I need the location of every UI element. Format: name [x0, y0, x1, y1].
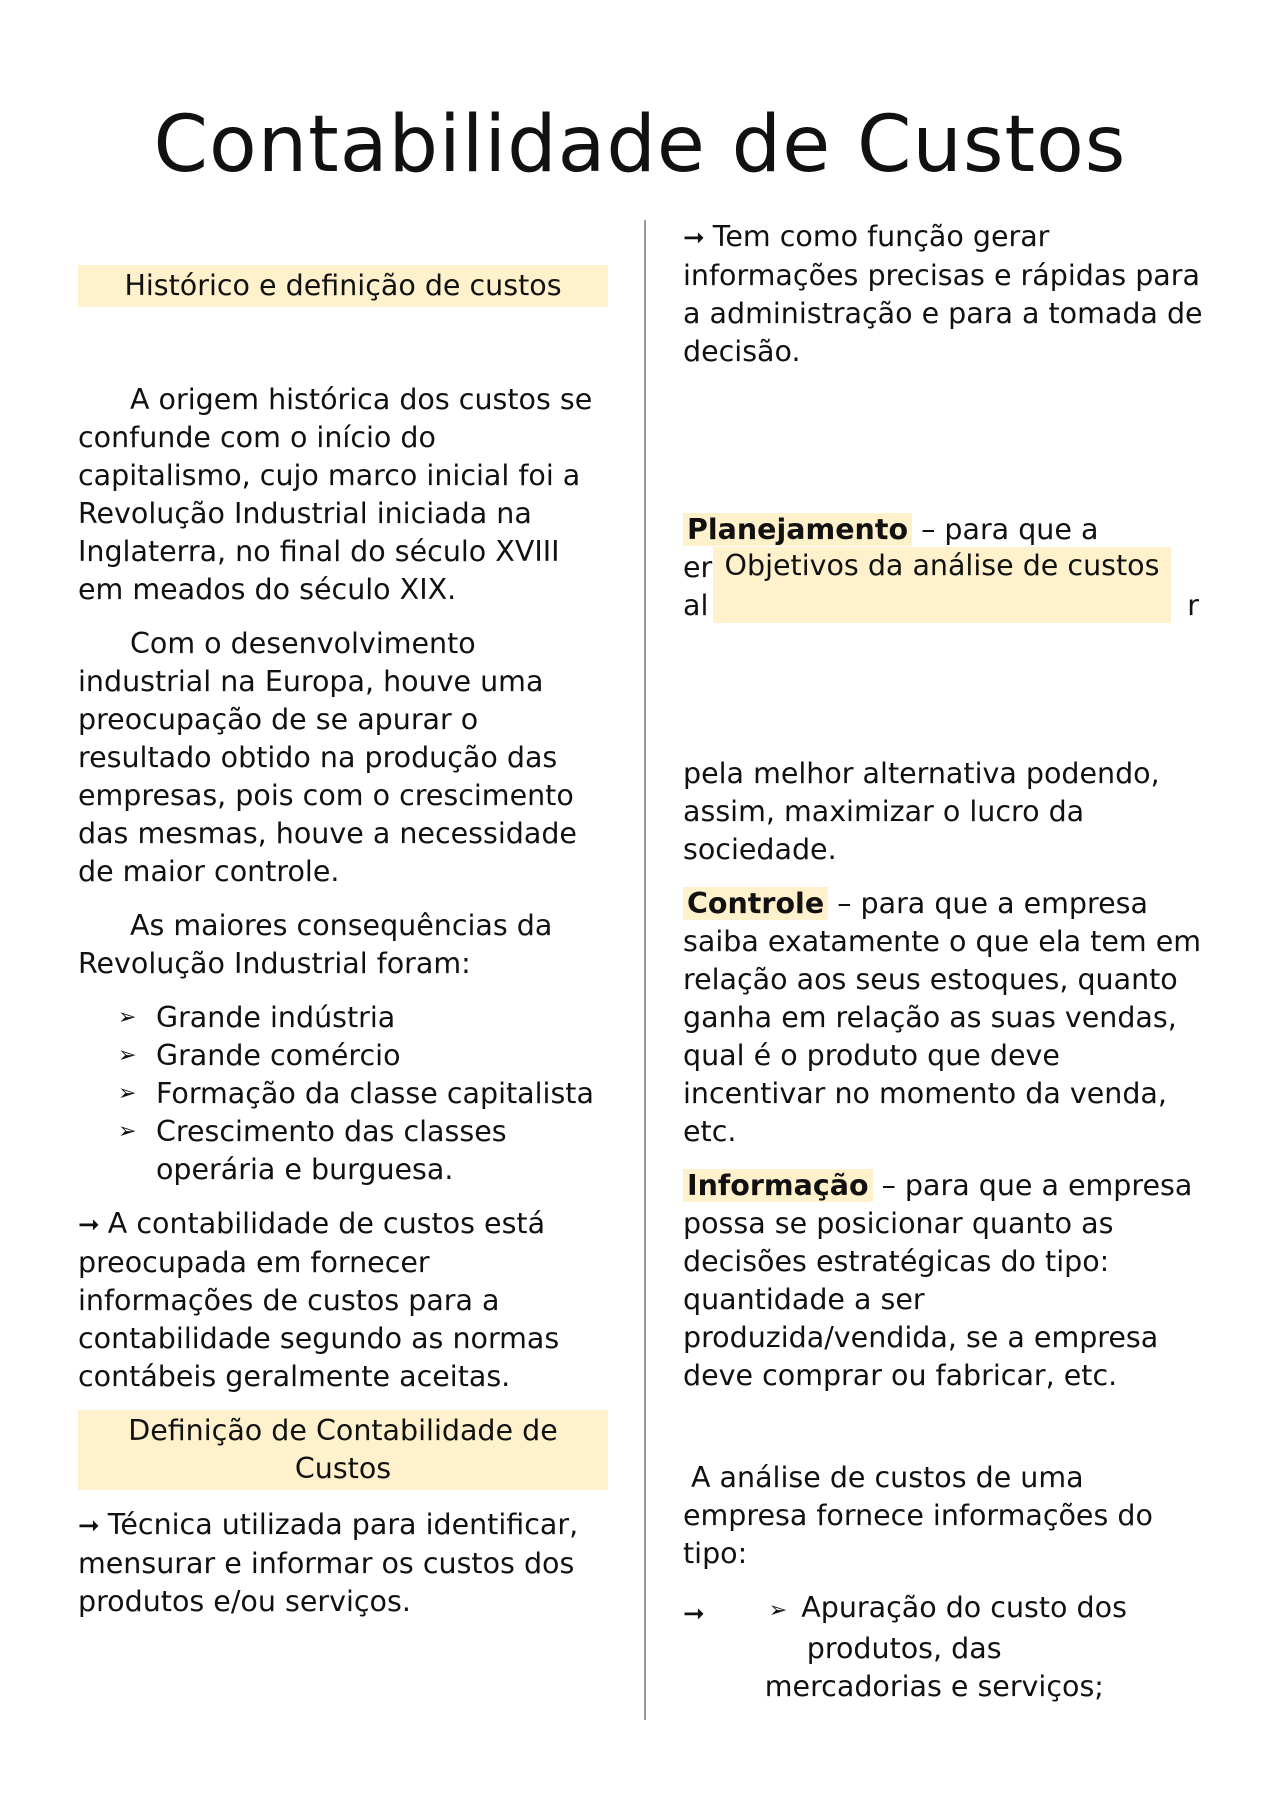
arrowhead-bullet-icon: ➢ [118, 1081, 137, 1106]
paragraph-consequencias: As maiores consequências da Revolução Industrial foram: [78, 909, 553, 980]
paragraph-contabilidade: ➞ A contabilidade de custos está preocupada em fornecer informações de custos para a contabilidade segundo as normas contábeis geralmente aceitas. [78, 1207, 560, 1393]
list-item: ➢ Grande comércio [118, 1037, 608, 1075]
section-heading-objetivos: Objetivos da análise de custos [713, 547, 1171, 623]
arrowhead-bullet-icon: ➢ [768, 1598, 788, 1623]
obscured-line-1: er [683, 551, 713, 584]
paragraph-analise: A análise de custos de uma empresa fornece informações do tipo: [683, 1461, 1153, 1570]
page-title: Contabilidade de Custos [153, 100, 1127, 190]
paragraph-origem: A origem histórica dos custos se confunde com o início do capitalismo, cujo marco inicial foi a Revolução Industrial iniciada na Inglaterra, no final do século XVIII em meados do século XIX. [78, 383, 593, 606]
arrowhead-bullet-icon: ➢ [118, 1043, 137, 1068]
paragraph-informacao: Informação – para que a empresa possa se posicionar quanto as decisões estratégicas do tipo: quantidade a ser produzida/vendida, se a empresa deve comprar ou fabricar, etc. [683, 1169, 1193, 1392]
obscured-line-2: al r [683, 589, 1199, 622]
right-arrow-icon: ➞ [683, 223, 705, 253]
arrowhead-bullet-icon: ➢ [118, 1005, 137, 1030]
paragraph-desenvolvimento: Com o desenvolvimento industrial na Europa, houve uma preocupação de se apurar o resultado obtido na produção das empresas, pois com o crescimento das mesmas, houve a necessidade de maior controle. [78, 627, 577, 888]
right-arrow-icon: ➞ [78, 1210, 100, 1240]
paragraph-planejamento-cont: pela melhor alternativa podendo, assim, maximizar o lucro da sociedade. [683, 757, 1160, 866]
informacao-label: Informação [683, 1169, 873, 1202]
consequences-list [78, 999, 608, 1189]
planejamento-label: Planejamento [683, 513, 912, 546]
paragraph-controle: Controle – para que a empresa saiba exatamente o que ela tem em relação aos seus estoques, quanto ganha em relação as suas vendas, qual é o produto que deve incentivar no momento da venda, etc. [683, 887, 1202, 1148]
paragraph-funcao: ➞ Tem como função gerar informações precisas e rápidas para a administração e para a tomada de decisão. [683, 220, 1203, 368]
paragraph-tecnica: ➞ Técnica utilizada para identificar, mensurar e informar os custos dos produtos e/ou serviços. [78, 1508, 579, 1618]
controle-label: Controle [683, 887, 828, 920]
column-divider [644, 220, 646, 1720]
list-item: ➢ Grande indústria [118, 999, 608, 1037]
arrowhead-bullet-icon: ➢ [118, 1119, 137, 1144]
section-heading-definicao: Definição de Contabilidade de Custos [78, 1410, 608, 1490]
right-arrow-icon: ➞ [683, 1599, 705, 1629]
section-heading-historico: Histórico e definição de custos [78, 265, 608, 307]
right-arrow-icon: ➞ [78, 1511, 100, 1541]
right-column [683, 218, 1203, 1706]
planejamento-line: Planejamento – para que a [683, 511, 1203, 549]
apuracao-item: ➞ ➢ Apuração do custo dos produtos, das mercadorias e serviços; [683, 1591, 1127, 1703]
left-column [78, 265, 608, 1621]
list-item: ➢ Formação da classe capitalista [118, 1075, 608, 1113]
list-item: ➢ Crescimento das classes operária e burguesa. [118, 1115, 507, 1186]
